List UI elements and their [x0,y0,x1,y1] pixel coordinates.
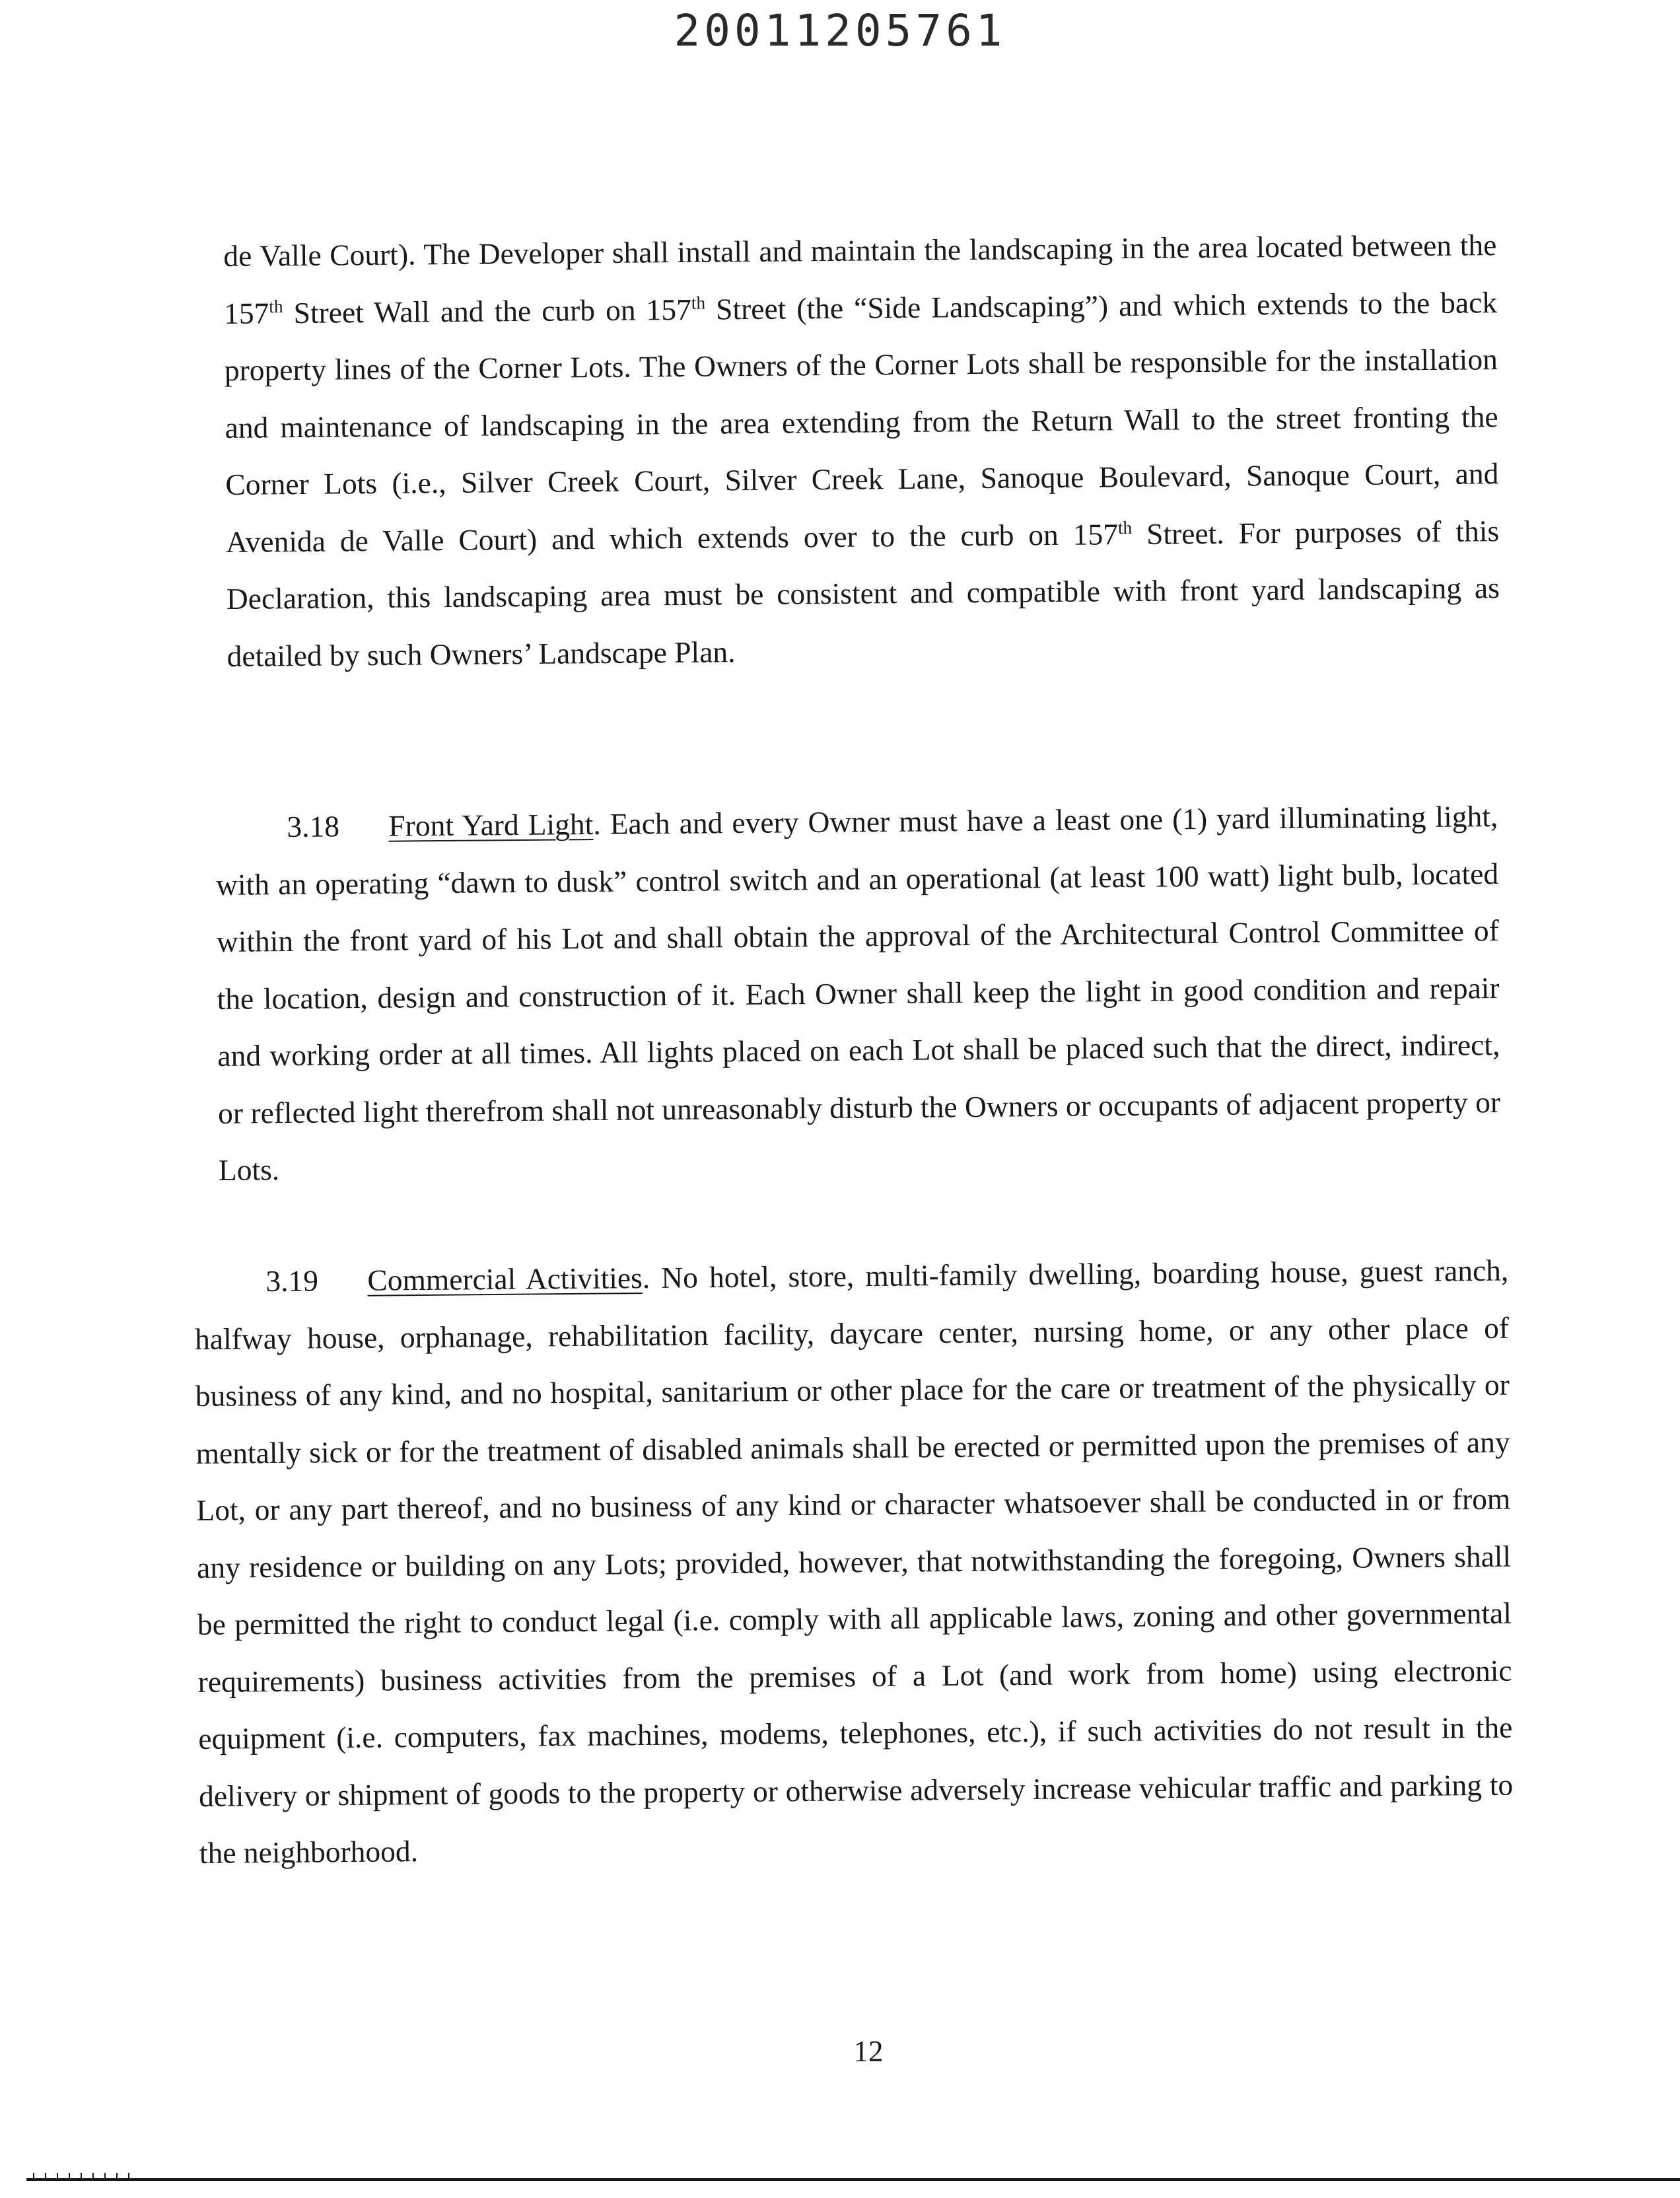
paragraph-text: de Valle Court). The Developer shall install and maintain the landscaping in the area located between the 157 [223,228,1497,330]
document-number: 20011205761 [674,5,1006,56]
ordinal-suffix: th [1117,517,1133,538]
bottom-rule [26,2178,1680,2181]
ordinal-suffix: th [269,296,283,316]
page-number: 12 [853,2035,884,2068]
section-title: Commercial Activities [367,1261,643,1297]
paragraph-text: Street (the “Side Landscaping”) and which extends to the back property lines of the Corner Lots. The Owners of the Corner Lots shall be responsible for the installation and maintenance of landscaping in the area extending from the Return Wall to the street fronting the Corner Lots (i.e., Silver Creek Court, Silver Creek Lane, Sanoque Boulevard, Sanoque Court, and Avenida de Valle Court) and which extends over to the curb on 157 [224,285,1499,559]
paragraph-text: Street. For purposes of this Declaration, this landscaping area must be consistent and compatible with front yard landscaping as detailed by such Owners’ Landscape Plan. [226,513,1500,673]
section-number: 3.18 [287,809,340,844]
paragraph-text: Street Wall and the curb on 157 [283,292,692,330]
section-title: Front Yard Light [388,807,594,843]
paragraph-side-landscaping [223,217,1500,685]
section-body: . Each and every Owner must have a least one (1) yard illuminating light, with an operating “dawn to dusk” control switch and an operational (at least 100 watt) light bulb, located within the front yard of his Lot and shall obtain the approval of the Architectural Control Committee of the location, design and construction of it. Each Owner shall keep the light in good condition and repair and working order at all times. All lights placed on each Lot shall be placed such that the direct, indirect, or reflected light therefrom shall not unreasonably disturb the Owners or occupants of adjacent property or Lots. [215,799,1501,1187]
ordinal-suffix: th [691,292,706,313]
section-3-18 [215,788,1501,1199]
bottom-rule-ticks [33,2173,132,2180]
section-number: 3.19 [265,1263,319,1298]
section-body: . No hotel, store, multi-family dwelling, boarding house, guest ranch, halfway house, orphanage, rehabilitation facility, daycare center, nursing home, or any other place of business of any kind, and no hospital, sanitarium or other place for the care or treatment of the physically or mentally sick or for the treatment of disabled animals shall be erected or permitted upon the premises of any Lot, or any part thereof, and no business of any kind or character whatsoever shall be conducted in or from any residence or building on any Lots; provided, however, that notwithstanding the foregoing, Owners shall be permitted the right to conduct legal (i.e. comply with all applicable laws, zoning and other governmental requirements) business activities from the premises of a Lot (and work from home) using electronic equipment (i.e. computers, fax machines, modems, telephones, etc.), if such activities do not result in the delivery or shipment of goods to the property or otherwise adversely increase vehicular traffic and parking to the neighborhood. [194,1253,1514,1870]
section-3-19 [194,1242,1514,1882]
